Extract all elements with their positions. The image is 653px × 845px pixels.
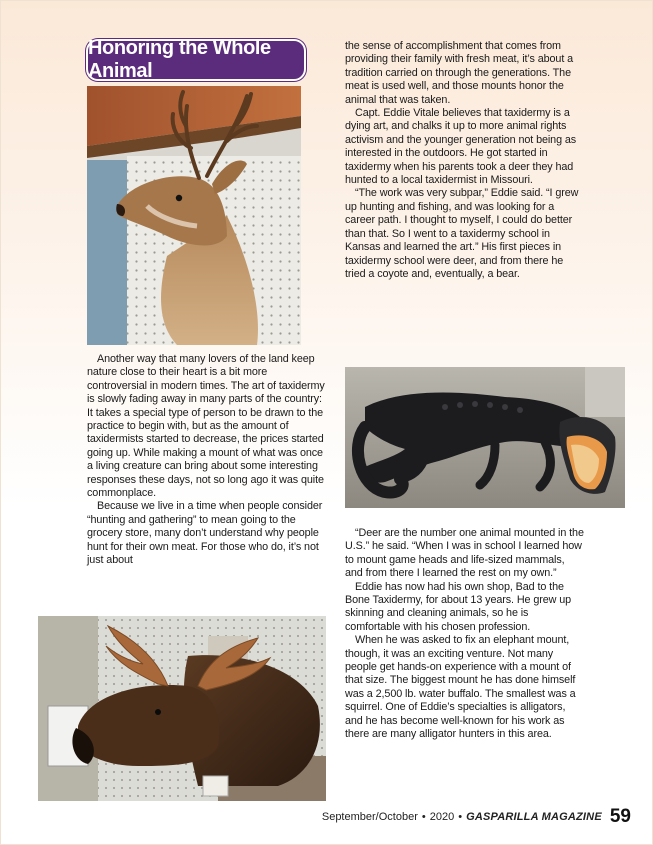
alligator-mount-photo <box>345 367 625 508</box>
left-paragraph: Another way that many lovers of the land keep nature close to their heart is a bit more controversial in modern times. The art of taxidermy is slowly fading away in many parts of the country: It takes a special type of person to be drawn to the practice to begin with, but as the amount of taxidermists started to decrease, the prices started going up. While making a mount of what was once a living creature can bring about some interesting responses these days, not so long ago it was quite commonplace. <box>87 353 325 500</box>
deer-mount-photo <box>87 86 301 345</box>
footer-magazine-name: GASPARILLA MAGAZINE <box>466 811 602 823</box>
section-heading-badge <box>86 39 306 81</box>
footer-year: 2020 <box>429 811 455 823</box>
footer-issue: September/October <box>321 811 418 823</box>
section-heading: Honoring the Whole Animal <box>88 37 271 82</box>
left-paragraph: Because we live in a time when people consider “hunting and gathering” to mean going to the grocery store, many don’t understand why people hunt for their own meat. For those who do, it’s not just about <box>87 500 323 567</box>
right-column-text-bottom <box>345 527 585 742</box>
footer-separator: • <box>458 811 463 823</box>
moose-mount-photo <box>38 616 326 801</box>
right-paragraph: Eddie has now had his own shop, Bad to the Bone Taxidermy, for about 13 years. He grew up skinning and cleaning animals, so he is comfortable with his chosen profession. <box>345 580 572 633</box>
right-paragraph: Capt. Eddie Vitale believes that taxidermy is a dying art, and chalks it up to more animal rights activism and the younger generation not being as interested in the outdoors. He got started in taxidermy when his parents took a deer they had hunted to a local taxidermist in Missouri. <box>345 107 577 187</box>
right-paragraph: “The work was very subpar,” Eddie said. “I grew up hunting and fishing, and was looking for a career path. I thought to myself, I could do better than that. So I went to a taxidermy school in Kansas and learned the art.” His first pieces in taxidermy school were deer, and from there he tried a coyote and, eventually, a bear. <box>345 187 579 280</box>
right-paragraph: “Deer are the number one animal mounted in the U.S.” he said. “When I was in school I learned how to mount game heads and life-sized mammals, and from there I learned the rest on my own.” <box>345 527 584 580</box>
page-footer <box>322 806 631 828</box>
right-paragraph: the sense of accomplishment that comes from providing their family with fresh meat, it’s about a tradition carried on through the generations. The meat is used well, and those mounts honor the animal that was taken. <box>345 40 574 106</box>
page-number: 59 <box>609 806 631 827</box>
left-column-text <box>87 353 325 568</box>
right-paragraph: When he was asked to fix an elephant mount, though, it was an exciting venture. Not many people get hands-on experience with a mount of that size. The biggest mount he has done himself was a 2,500 lb. water buffalo. The smallest was a squirrel. One of Eddie’s specialties is alligators, and he has become well-known for his work as there are many alligator hunters in this area. <box>345 634 576 741</box>
right-column-text-top <box>345 40 585 281</box>
footer-separator: • <box>421 811 426 823</box>
